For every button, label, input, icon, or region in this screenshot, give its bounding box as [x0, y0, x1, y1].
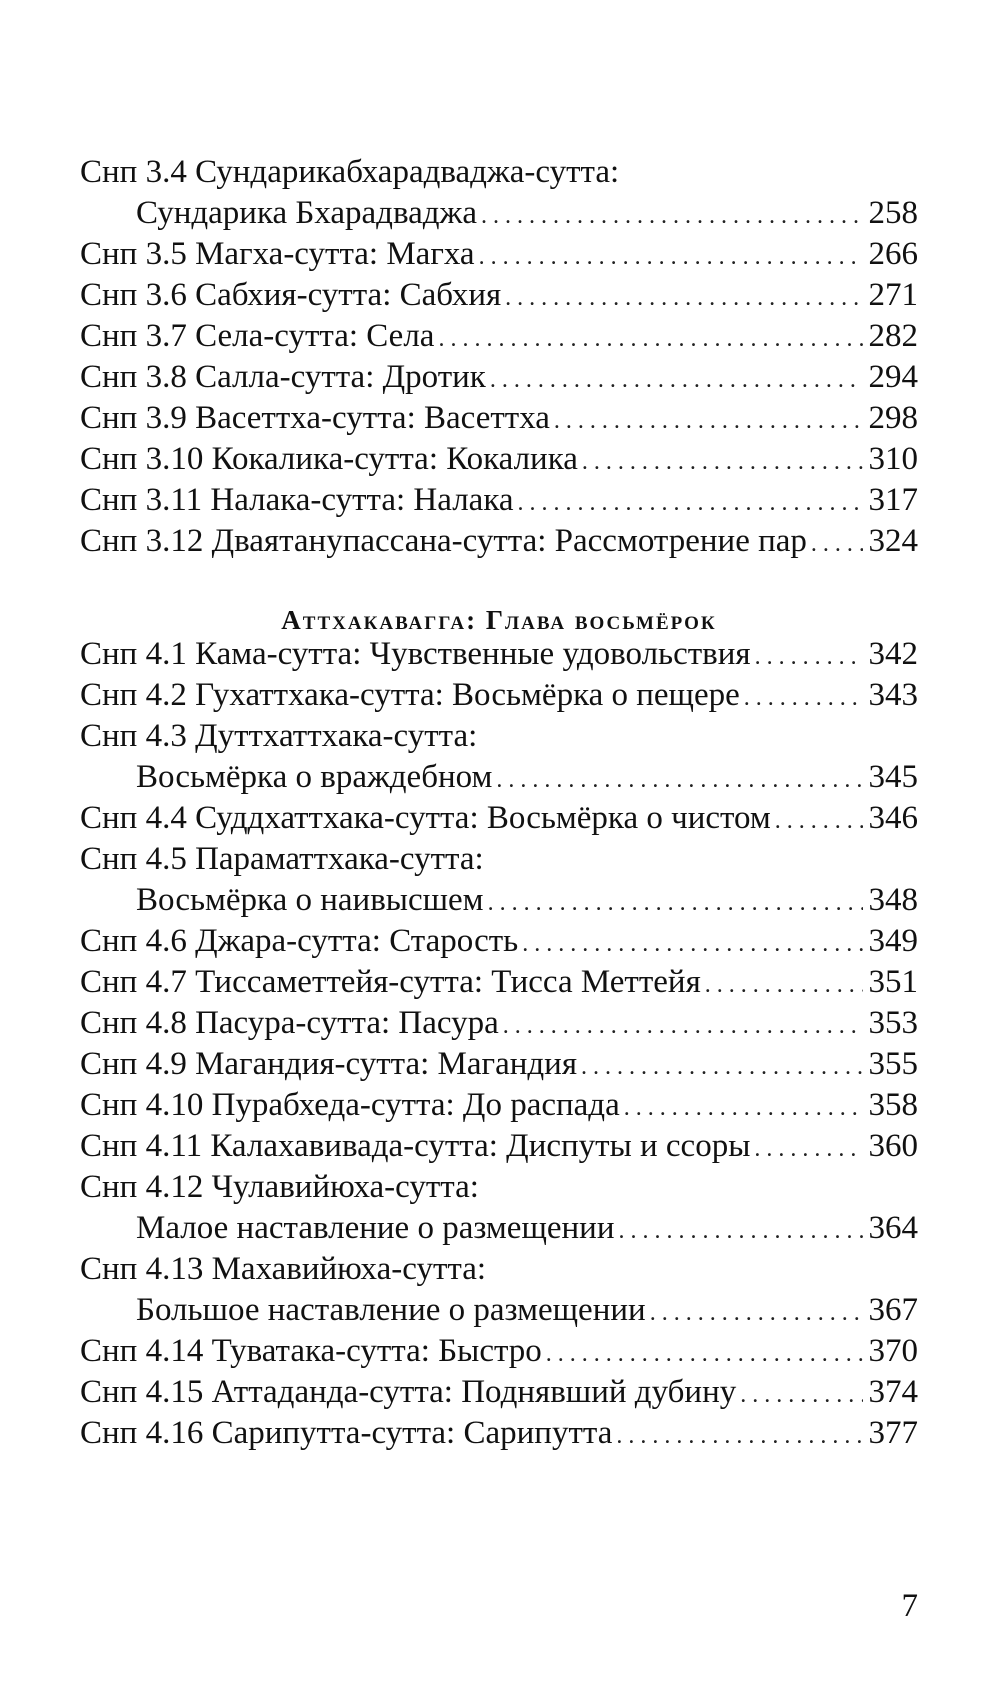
toc-entry-title: Снп 3.4 Сундарикабхарадваджа-сутта:	[80, 154, 620, 190]
toc-entry-title: Снп 4.7 Тиссаметтейя-сутта: Тисса Меттейя	[80, 964, 701, 1000]
toc-entry-page: 374	[868, 1374, 918, 1410]
toc-entry	[80, 191, 918, 235]
toc-entry-page: 349	[868, 923, 918, 959]
toc-entry	[80, 1083, 918, 1127]
toc-entry-page: 345	[868, 759, 918, 795]
toc-entry-page: 298	[868, 400, 918, 436]
toc-entry	[80, 919, 918, 963]
toc-entry	[80, 755, 918, 799]
toc-entry-title: Снп 4.5 Параматтхака-сутта:	[80, 841, 484, 877]
page-number: 7	[901, 1588, 918, 1624]
toc-entry	[80, 232, 918, 276]
toc-entry	[80, 960, 918, 1004]
toc-entry-page: 370	[868, 1333, 918, 1369]
toc-entry-page: 258	[868, 195, 918, 231]
dot-leader	[616, 1414, 862, 1458]
toc-entry	[80, 714, 918, 758]
toc-entry-title: Снп 4.16 Сарипутта-сутта: Сарипутта	[80, 1415, 613, 1451]
toc-entry	[80, 796, 918, 840]
toc-entry	[80, 1411, 918, 1455]
toc-entry-title: Снп 4.14 Туватака-сутта: Быстро	[80, 1333, 542, 1369]
toc-entry-title: Снп 4.15 Аттаданда-сутта: Поднявший дубину	[80, 1374, 737, 1410]
toc-entry	[80, 355, 918, 399]
dot-leader	[811, 522, 863, 566]
toc-entry-title: Снп 3.8 Салла-сутта: Дротик	[80, 359, 486, 395]
toc-entry-title: Снп 3.6 Сабхия-сутта: Сабхия	[80, 277, 502, 313]
toc-entry	[80, 1001, 918, 1045]
toc-entry-title: Снп 3.12 Дваятанупассана-сутта: Рассмотрение пар	[80, 523, 807, 559]
toc-entry-title: Малое наставление о размещении	[136, 1210, 615, 1246]
section-heading: Аттхакавагга: Глава восьмёрок	[281, 605, 717, 635]
toc-entry	[80, 273, 918, 317]
toc-entry-title: Снп 4.2 Гухаттхака-сутта: Восьмёрка о пещере	[80, 677, 740, 713]
toc-entry-page: 351	[868, 964, 918, 1000]
toc-entry	[80, 314, 918, 358]
toc-entry-page: 353	[868, 1005, 918, 1041]
toc-entry	[80, 878, 918, 922]
toc-entry	[80, 1247, 918, 1291]
toc-entry	[80, 1206, 918, 1250]
toc-entry	[80, 632, 918, 676]
toc-entry-title: Снп 3.9 Васеттха-сутта: Васеттха	[80, 400, 550, 436]
toc-entry-title: Снп 4.3 Дуттхаттхака-сутта:	[80, 718, 478, 754]
toc-entry-page: 346	[868, 800, 918, 836]
toc-entry	[80, 1124, 918, 1168]
toc-entry-page: 358	[868, 1087, 918, 1123]
toc-entry-page: 377	[868, 1415, 918, 1451]
toc-entry-title: Снп 3.11 Налака-сутта: Налака	[80, 482, 514, 518]
toc-entry-title: Снп 4.1 Кама-сутта: Чувственные удовольствия	[80, 636, 751, 672]
toc-entry	[80, 150, 918, 194]
toc-entry-title: Снп 3.10 Кокалика-сутта: Кокалика	[80, 441, 578, 477]
toc-entry-page: 310	[868, 441, 918, 477]
toc-entry	[80, 1042, 918, 1086]
toc-entry-page: 348	[868, 882, 918, 918]
toc-entry-title: Снп 4.11 Калахавивада-сутта: Диспуты и ссоры	[80, 1128, 751, 1164]
toc-entry-page: 266	[868, 236, 918, 272]
toc-entry	[80, 837, 918, 881]
toc-entry-page: 343	[868, 677, 918, 713]
toc-entry-title: Снп 4.10 Пурабхеда-сутта: До распада	[80, 1087, 620, 1123]
toc-entry-title: Снп 3.7 Села-сутта: Села	[80, 318, 435, 354]
toc-entry-title: Восьмёрка о враждебном	[136, 759, 493, 795]
toc-entry-page: 355	[868, 1046, 918, 1082]
toc-entry-title: Снп 4.8 Пасура-сутта: Пасура	[80, 1005, 499, 1041]
toc-entry-title: Сундарика Бхарадваджа	[136, 195, 478, 231]
toc-entry-title: Снп 4.6 Джара-сутта: Старость	[80, 923, 519, 959]
toc-entry-title: Восьмёрка о наивысшем	[136, 882, 484, 918]
toc-entry	[80, 1288, 918, 1332]
toc-entry	[80, 437, 918, 481]
toc-entry-page: 317	[868, 482, 918, 518]
toc-entry-title: Снп 3.5 Магха-сутта: Магха	[80, 236, 475, 272]
toc-entry-page: 367	[868, 1292, 918, 1328]
toc-entry-page: 364	[868, 1210, 918, 1246]
toc-entry	[80, 519, 918, 563]
toc-entry-page: 282	[868, 318, 918, 354]
toc-entry	[80, 1329, 918, 1373]
toc-entry-page: 271	[868, 277, 918, 313]
toc-entry-title: Снп 4.4 Суддхаттхака-сутта: Восьмёрка о чистом	[80, 800, 771, 836]
toc-entry-title: Снп 4.12 Чулавийюха-сутта:	[80, 1169, 479, 1205]
toc-entry	[80, 396, 918, 440]
toc-entry	[80, 478, 918, 522]
toc-entry-title: Снп 4.9 Магандия-сутта: Магандия	[80, 1046, 578, 1082]
toc-entry-page: 324	[868, 523, 918, 559]
toc-entry-page: 360	[868, 1128, 918, 1164]
toc-entry	[80, 1165, 918, 1209]
toc-entry-page: 342	[868, 636, 918, 672]
toc-entry-page: 294	[868, 359, 918, 395]
toc-entry-title: Снп 4.13 Махавийюха-сутта:	[80, 1251, 487, 1287]
toc-entry	[80, 1370, 918, 1414]
toc-entry-title: Большое наставление о размещении	[136, 1292, 646, 1328]
toc-entry	[80, 673, 918, 717]
